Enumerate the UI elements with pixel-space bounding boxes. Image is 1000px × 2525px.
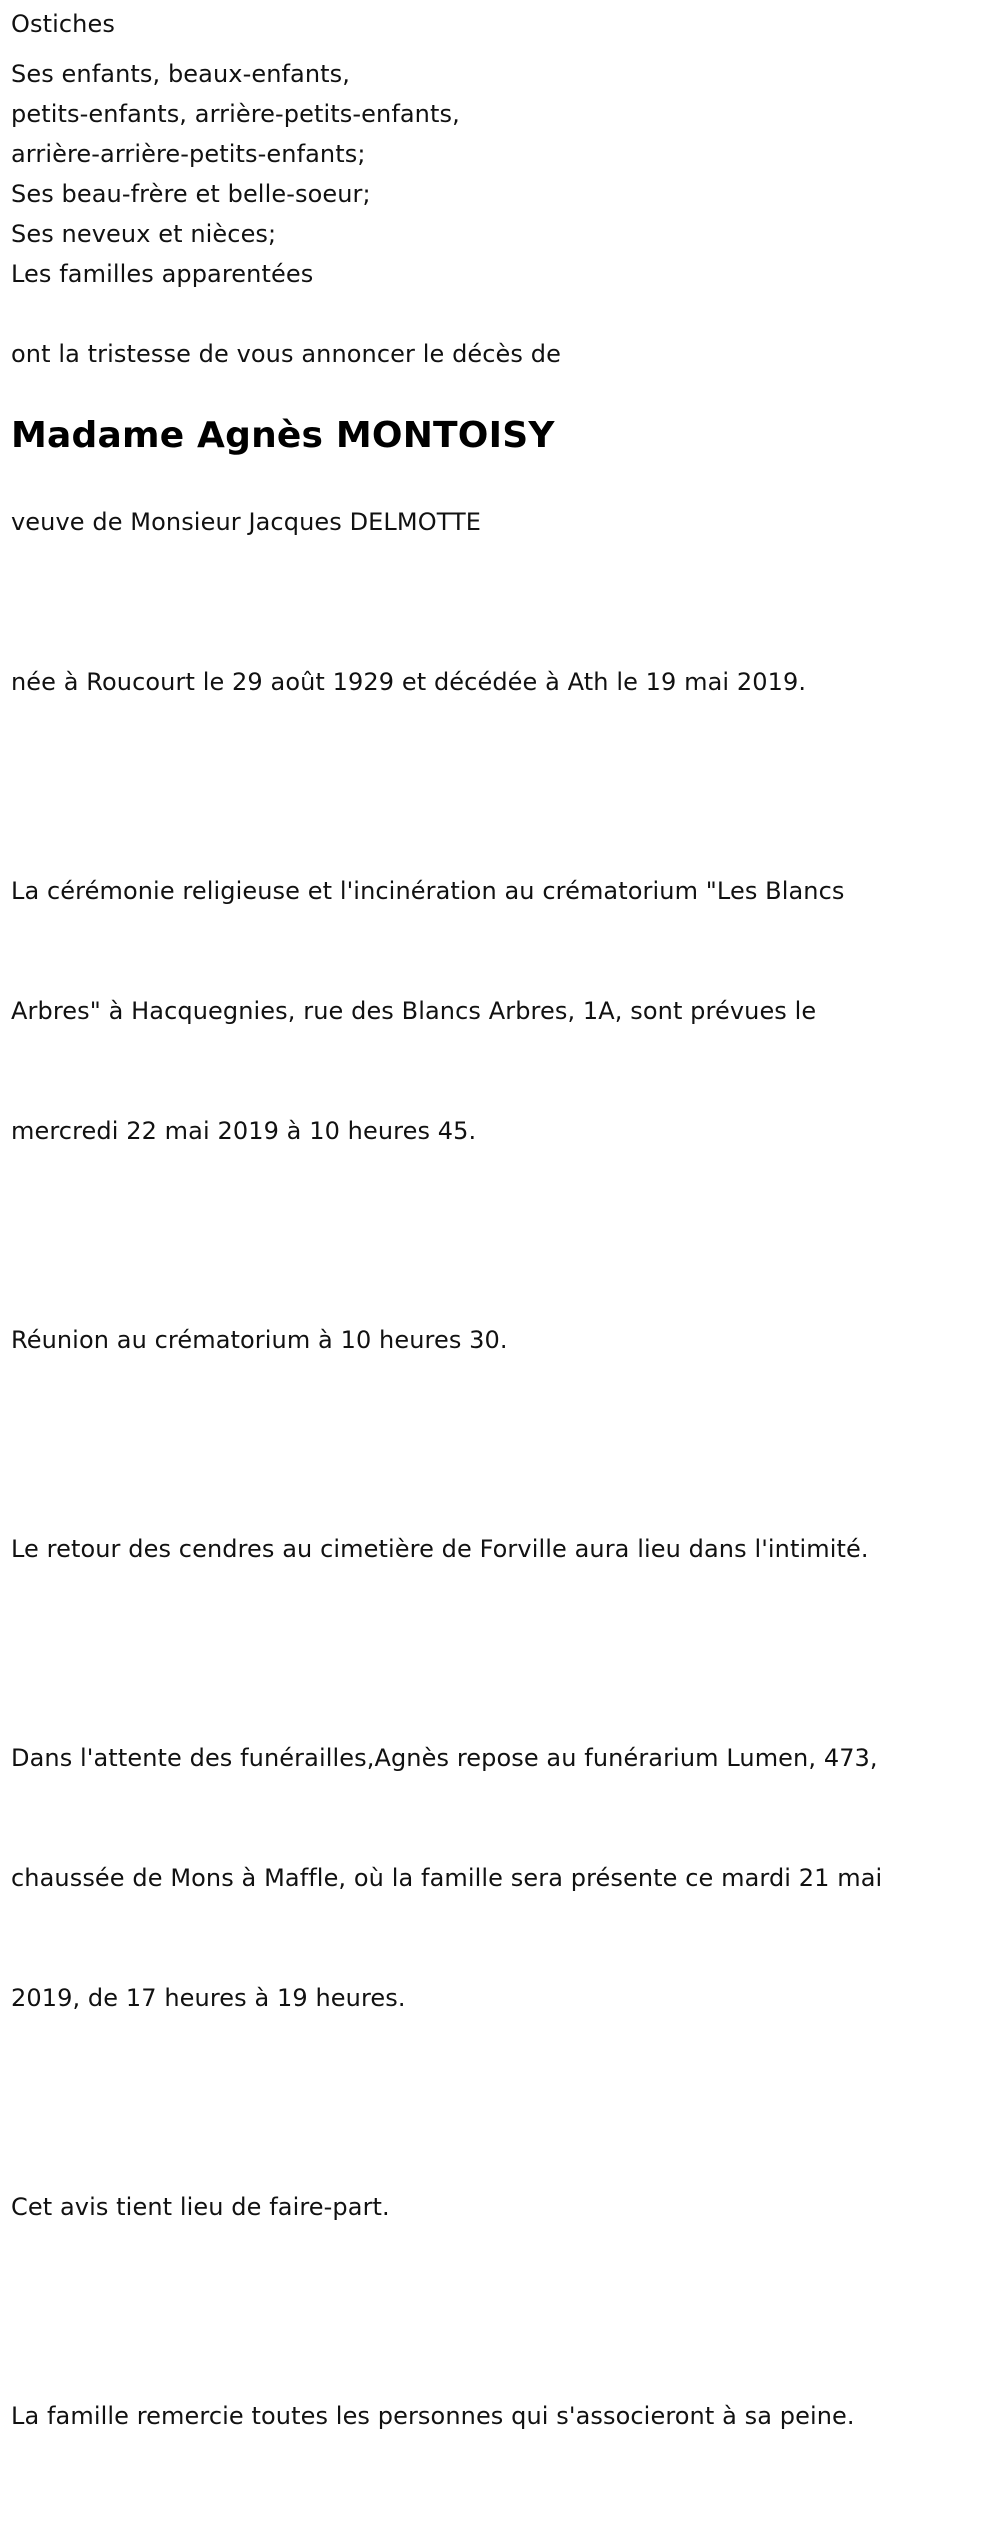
faire-part-paragraph <box>11 2107 986 2307</box>
paragraph-line: Le retour des cendres au cimetière de Forville aura lieu dans l'intimité. <box>11 1535 869 1563</box>
paragraph-line: chaussée de Mons à Maffle, où la famille sera présente ce mardi 21 mai <box>11 1864 883 1892</box>
meeting-paragraph <box>11 1240 986 1440</box>
paragraph-line: Réunion au crématorium à 10 heures 30. <box>11 1326 508 1354</box>
family-list <box>11 54 460 294</box>
family-line: Ses beau-frère et belle-soeur; <box>11 180 371 208</box>
widow-of-text: veuve de Monsieur Jacques DELMOTTE <box>11 508 482 536</box>
ceremony-paragraph <box>11 791 986 1231</box>
paragraph-line: 2019, de 17 heures à 19 heures. <box>11 1984 406 2012</box>
notice-location: Ostiches <box>11 10 115 38</box>
paragraph-line: La famille remercie toutes les personnes qui s'associeront à sa peine. <box>11 2402 855 2430</box>
paragraph-line: La cérémonie religieuse et l'incinération au crématorium "Les Blancs <box>11 877 845 905</box>
paragraph-line: Arbres" à Hacquegnies, rue des Blancs Arbres, 1A, sont prévues le <box>11 997 817 1025</box>
paragraph-line: mercredi 22 mai 2019 à 10 heures 45. <box>11 1117 477 1145</box>
paragraph-line: Cet avis tient lieu de faire-part. <box>11 2193 390 2221</box>
ashes-paragraph <box>11 1449 986 1649</box>
birth-death-paragraph <box>11 582 986 782</box>
visitation-paragraph <box>11 1658 986 2098</box>
notice-body <box>11 582 986 2525</box>
paragraph-line: Dans l'attente des funérailles,Agnès repose au funérarium Lumen, 473, <box>11 1744 878 1772</box>
family-line: arrière-arrière-petits-enfants; <box>11 140 366 168</box>
family-line: Les familles apparentées <box>11 260 314 288</box>
paragraph-line: née à Roucourt le 29 août 1929 et décédée à Ath le 19 mai 2019. <box>11 668 807 696</box>
announcement-text: ont la tristesse de vous annoncer le décès de <box>11 340 561 368</box>
family-line: Ses neveux et nièces; <box>11 220 277 248</box>
thanks-paragraph <box>11 2316 986 2516</box>
family-line: petits-enfants, arrière-petits-enfants, <box>11 100 460 128</box>
family-line: Ses enfants, beaux-enfants, <box>11 60 351 88</box>
deceased-name: Madame Agnès MONTOISY <box>11 415 555 456</box>
